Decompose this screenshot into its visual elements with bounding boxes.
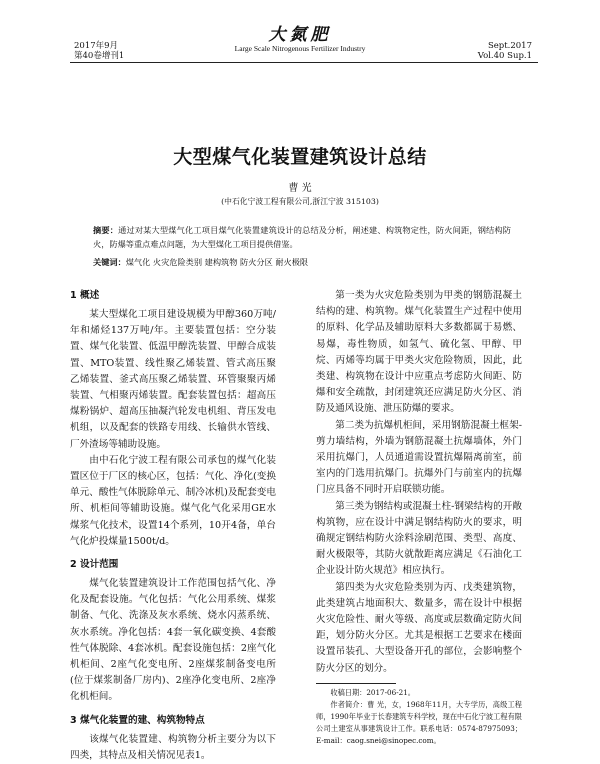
abstract-text: 通过对某大型煤气化工项目煤气化装置建筑设计的总结及分析，阐述建、构筑物定性，防火间距，钢结构防火，防爆等重点难点问题，为大型煤化工项目提供借鉴。 <box>93 225 511 249</box>
abstract-label: 摘要： <box>93 225 119 235</box>
right-paragraph-1: 第一类为火灾危险类别为甲类的钢筋混凝土结构的建、构筑物。煤气化装置生产过程中使用的原料、化学品及辅助原料大多数都属于易燃、易爆，毒性物质，如氢气、硫化氢、甲醇、甲烷、丙烯等均属于甲类火灾危险物质，因此，此类建、构筑物在设计中应重点考虑防火间距、防爆和安全疏散，封闭建筑还应满足防火分区、消防及通风设施、泄压防爆的要求。 <box>316 290 522 415</box>
issue-volume: 第40卷增刊1 <box>74 51 125 61</box>
keywords-text: 煤气化 火灾危险类别 建构筑物 防火分区 耐火极限 <box>125 257 309 267</box>
paper-title: 大型煤气化装置建筑设计总结 <box>173 146 427 168</box>
journal-logo: 大氮肥 <box>268 25 332 45</box>
issue-date-right <box>478 41 532 61</box>
issue-date-en: Sept.2017 <box>487 41 532 51</box>
section-1-heading: 1 概述 <box>70 290 100 301</box>
section-1-paragraph-1: 某大型煤化工项目建设规模为甲醇360万吨/年和烯烃137万吨/年。主要装置包括：空分装置、煤气化装置、低温甲醇洗装置、甲醇合成装置、MTO装置、线性聚乙烯装置、管式高压聚乙烯装置、釜式高压聚乙烯装置、环管聚聚丙烯装置、气相聚丙烯装置。配套装置包括：超高压煤粉锅炉、超高压抽凝汽轮发电机组、背压发电机组，以及配套的铁路专用线、长输供水管线、厂外渣场等辅助设施。 <box>70 309 276 450</box>
received-date-note: 收稿日期：2017-06-21。 <box>330 687 415 697</box>
abstract <box>93 223 511 251</box>
keywords <box>93 255 511 269</box>
section-1-paragraph-2: 由中石化宁波工程有限公司承包的煤气化装置区位于厂区的核心区，包括：气化、净化(变换单元、酸性气体脱除单元、制冷冰机)及配套变电所、机柜间等辅助设施。煤气化气化采用GE水煤浆气化技术，设置14个系列，10开4备，单台气化炉投煤量1500t/d。 <box>70 454 276 547</box>
running-header <box>0 0 600 60</box>
author-affiliation: (中石化宁波工程有限公司,浙江宁波 315103) <box>221 197 379 206</box>
left-column <box>70 288 276 764</box>
header-divider <box>70 62 538 63</box>
section-2-paragraph-1: 煤气化装置建筑设计工作范围包括气化、净化及配套设施。气化包括：气化公用系统、煤浆制备、气化、洗涤及灰水系统、烧水闪蒸系统、灰水系统。净化包括：4套一氧化碳变换、4套酸性气体脱除、4套冰机。配套设施包括：2座气化机柜间、2座气化变电所、2座煤浆制备变电所(位于煤浆制备厂房内)、2座净化变电所、2座净化机柜间。 <box>70 578 276 703</box>
section-3-heading: 3 煤气化装置的建、构筑物特点 <box>70 714 205 726</box>
right-column <box>316 288 522 747</box>
right-paragraph-3: 第三类为钢结构或混凝土柱-钢梁结构的开敞构筑物，应在设计中满足钢结构防火的要求，明确规定钢结构防火涂料涂刷范围、类型、高度、耐火极限等，其防火就散距离应满足《石油化工企业设计防火规范》相应执行。 <box>316 500 522 577</box>
issue-volume-en: Vol.40 Sup.1 <box>477 51 532 61</box>
author-name: 曹 光 <box>288 183 312 194</box>
author-bio-note: 作者简介：曹 光，女，1968年11月，大专学历，高级工程师，1990年毕业于长春建筑专科学校，现在中石化宁波工程有限公司土建室从事建筑设计工作。联系电话：0574-87975093；E-mail：caog.snei@sinopec.com。 <box>316 699 522 745</box>
section-3-paragraph-1: 该煤气化装置建、构筑物分析主要分为以下四类，其特点及相关情况见表1。 <box>70 733 276 761</box>
footnote-divider <box>316 683 396 684</box>
section-2-heading: 2 设计范围 <box>70 559 119 571</box>
issue-date: 2017年9月 <box>74 41 119 51</box>
right-paragraph-4: 第四类为火灾危险类别为丙、戊类建筑物，此类建筑占地面积大、数量多，需在设计中根据火灾危险性、耐火等级、高度或层数确定防火间距，划分防火分区。尤其是根据工艺要求在楼面设置吊装孔、大型设备开孔的部位，会影响整个防火分区的划分。 <box>316 581 522 674</box>
keywords-label: 关键词： <box>93 257 126 267</box>
footnotes <box>316 687 522 747</box>
journal-english-name: Large Scale Nitrogenous Fertilizer Industry <box>234 44 366 53</box>
right-paragraph-2: 第二类为抗爆机柜间，采用钢筋混凝土框架-剪力墙结构，外墙为钢筋混凝土抗爆墙体，外门采用抗爆门，人员通道需设置抗爆隔离前室，前室内的门选用抗爆门。抗爆外门与前室内的抗爆门应具备不同时开启联锁功能。 <box>316 419 522 496</box>
